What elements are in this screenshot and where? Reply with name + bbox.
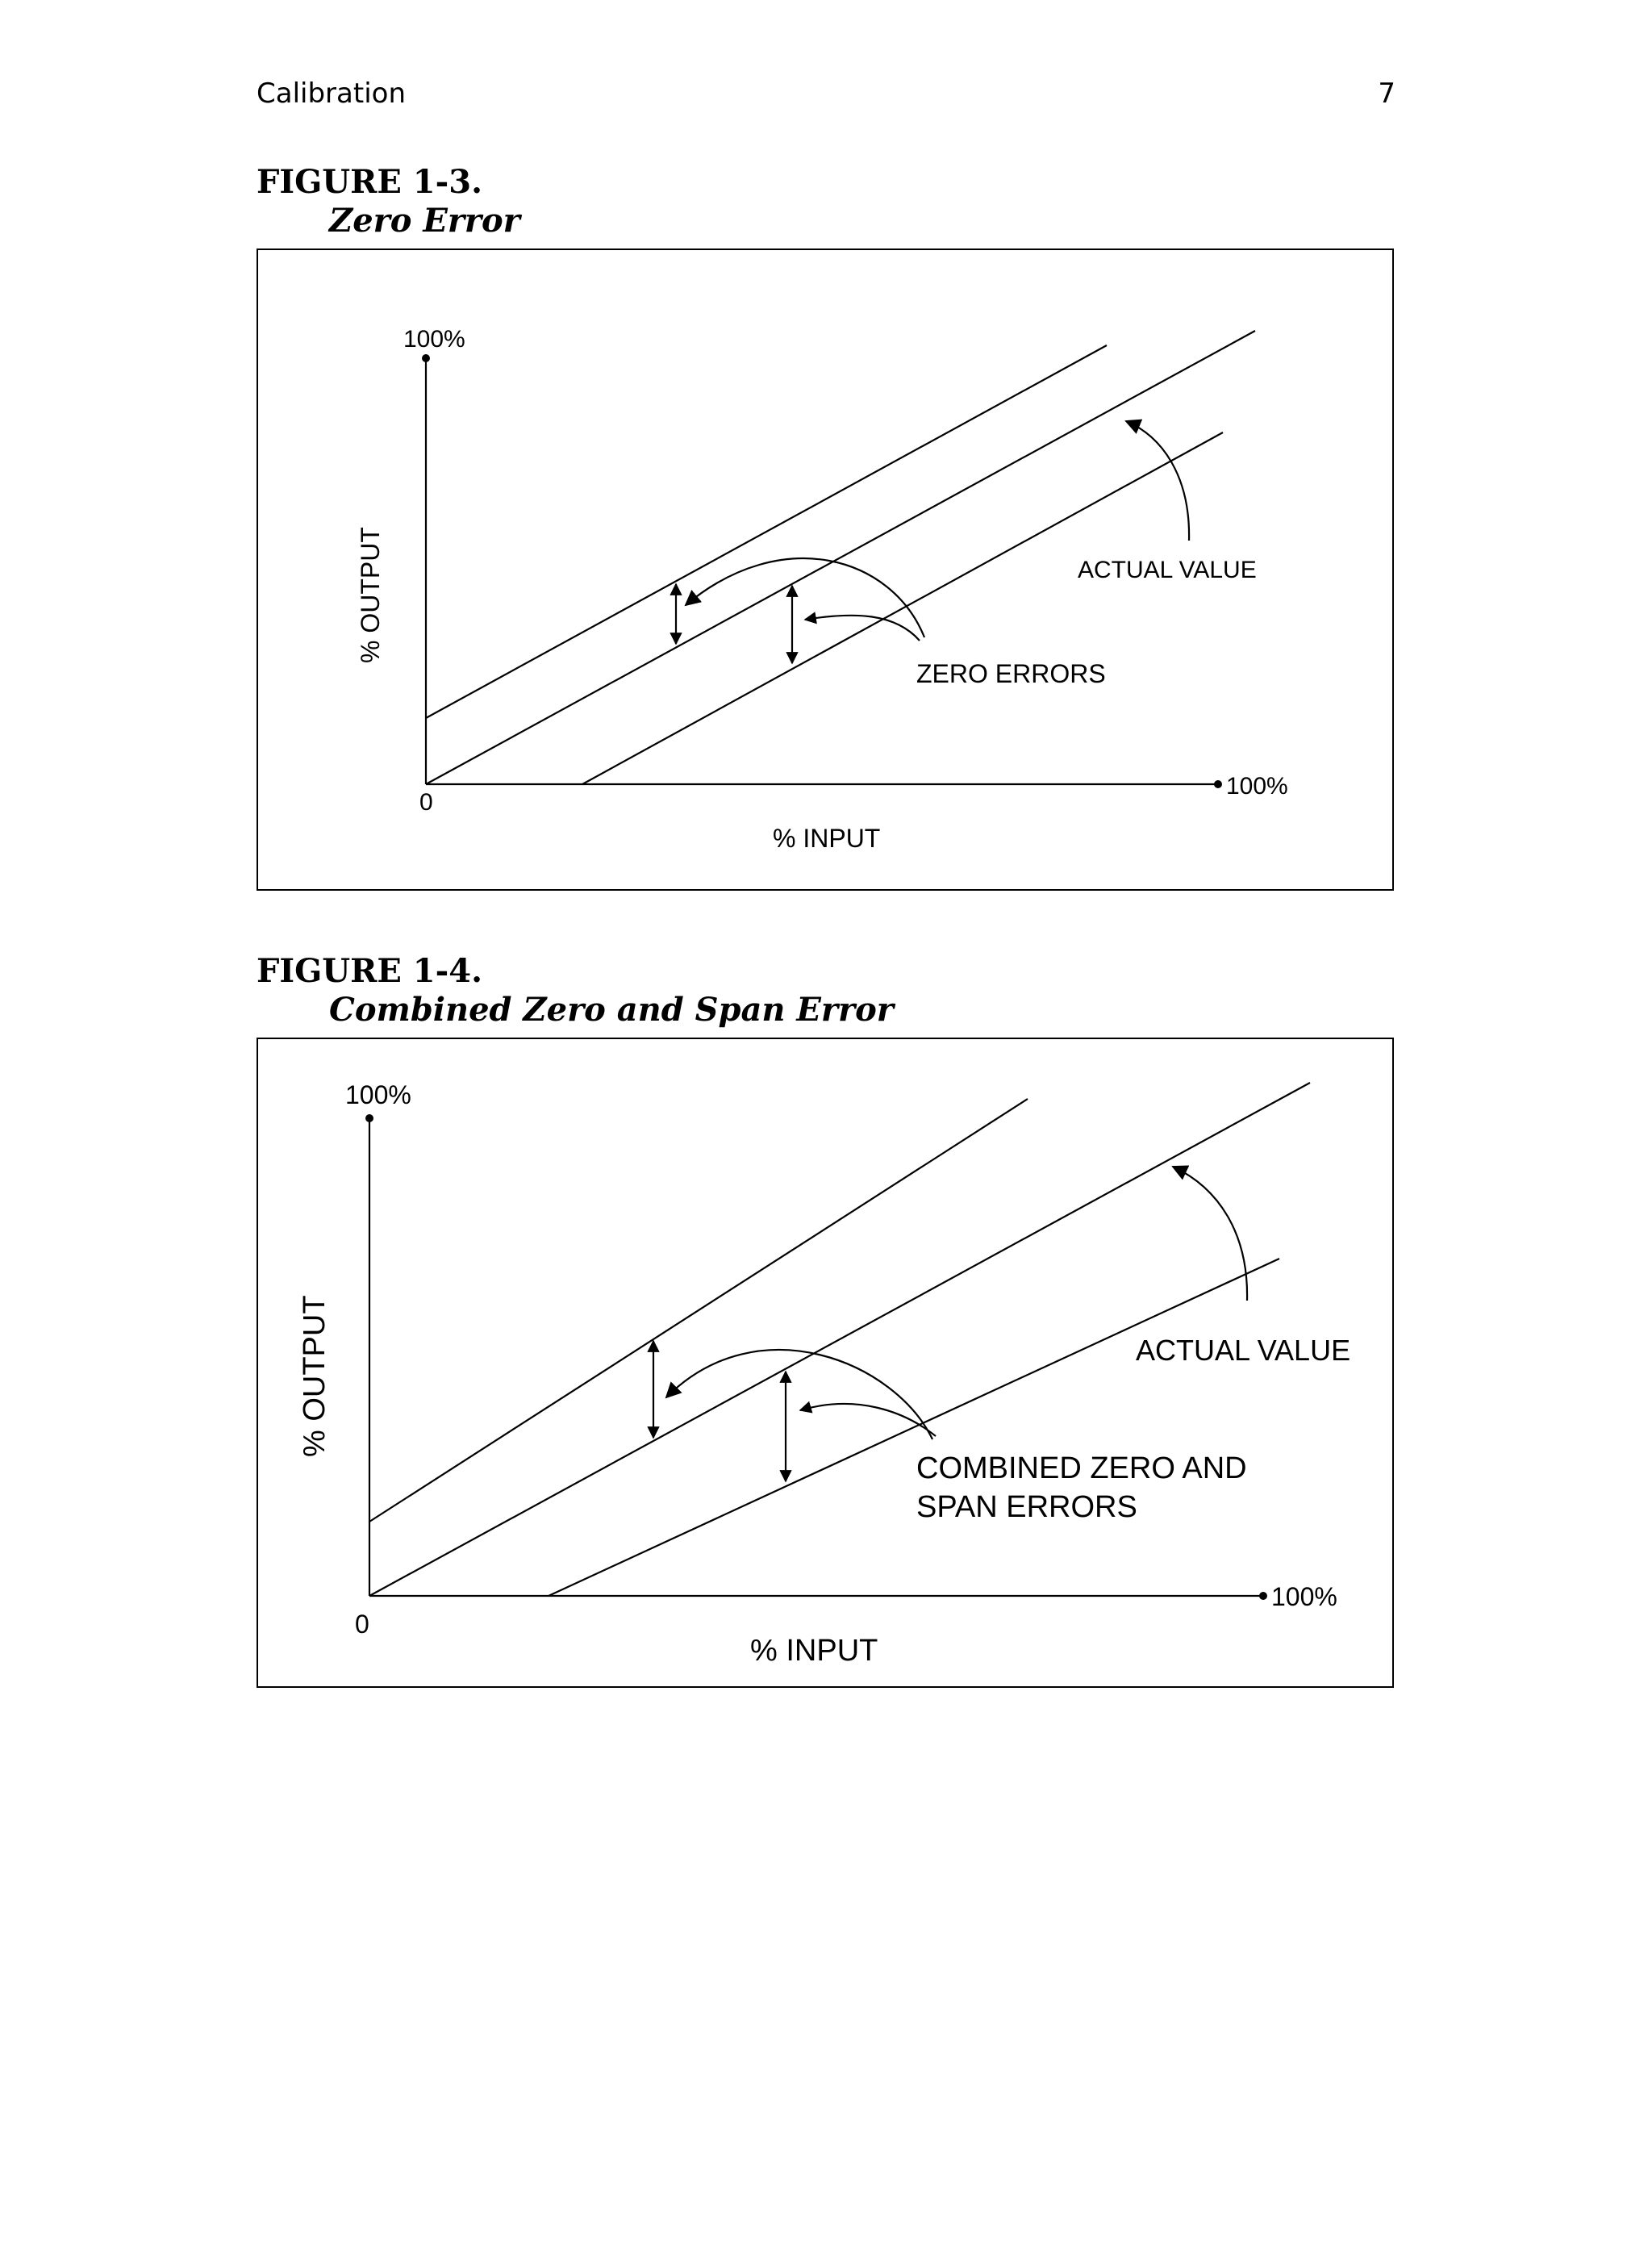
- figure-1-4-number: FIGURE 1-4.: [257, 952, 482, 990]
- zero-errors-leader-upper: [686, 558, 924, 637]
- y-max-dot: [365, 1114, 373, 1122]
- origin-label: 0: [355, 1610, 369, 1639]
- figure-1-4-svg: [258, 1039, 1395, 1689]
- actual-value-label: ACTUAL VALUE: [1136, 1334, 1351, 1367]
- figure-1-3-diagram: [257, 248, 1394, 891]
- figure-1-4-diagram: [257, 1038, 1394, 1688]
- y-max-label: 100%: [345, 1080, 411, 1109]
- figure-1-4-title: Combined Zero and Span Error: [329, 991, 894, 1029]
- x-axis-label: % INPUT: [750, 1634, 878, 1668]
- figure-1-3-title: Zero Error: [329, 202, 520, 240]
- x-max-dot: [1214, 780, 1222, 788]
- figure-1-3-number: FIGURE 1-3.: [257, 163, 482, 201]
- x-axis-label: % INPUT: [773, 824, 881, 853]
- combined-errors-label-line2: SPAN ERRORS: [916, 1490, 1137, 1524]
- x-max-label: 100%: [1226, 773, 1288, 800]
- figure-1-3-svg: [258, 250, 1395, 892]
- page-number: 7: [1378, 77, 1395, 110]
- combined-errors-label-line1: COMBINED ZERO AND: [916, 1451, 1247, 1485]
- combined-error-lower-line: [549, 1259, 1279, 1596]
- y-axis-label: % OUTPUT: [356, 527, 385, 663]
- zero-errors-leader-lower: [805, 616, 920, 641]
- zero-error-lower-line: [582, 432, 1223, 784]
- y-axis-label: % OUTPUT: [298, 1295, 332, 1457]
- y-max-dot: [422, 354, 430, 362]
- y-max-label: 100%: [403, 326, 465, 353]
- origin-label: 0: [419, 789, 433, 816]
- zero-errors-label: ZERO ERRORS: [916, 659, 1106, 688]
- combined-errors-leader-upper: [666, 1350, 932, 1439]
- actual-value-leader: [1173, 1167, 1247, 1301]
- combined-errors-leader-lower: [800, 1404, 936, 1436]
- actual-value-label: ACTUAL VALUE: [1078, 557, 1257, 583]
- x-max-label: 100%: [1271, 1582, 1337, 1611]
- x-max-dot: [1259, 1592, 1267, 1600]
- running-head-section: Calibration: [257, 77, 406, 110]
